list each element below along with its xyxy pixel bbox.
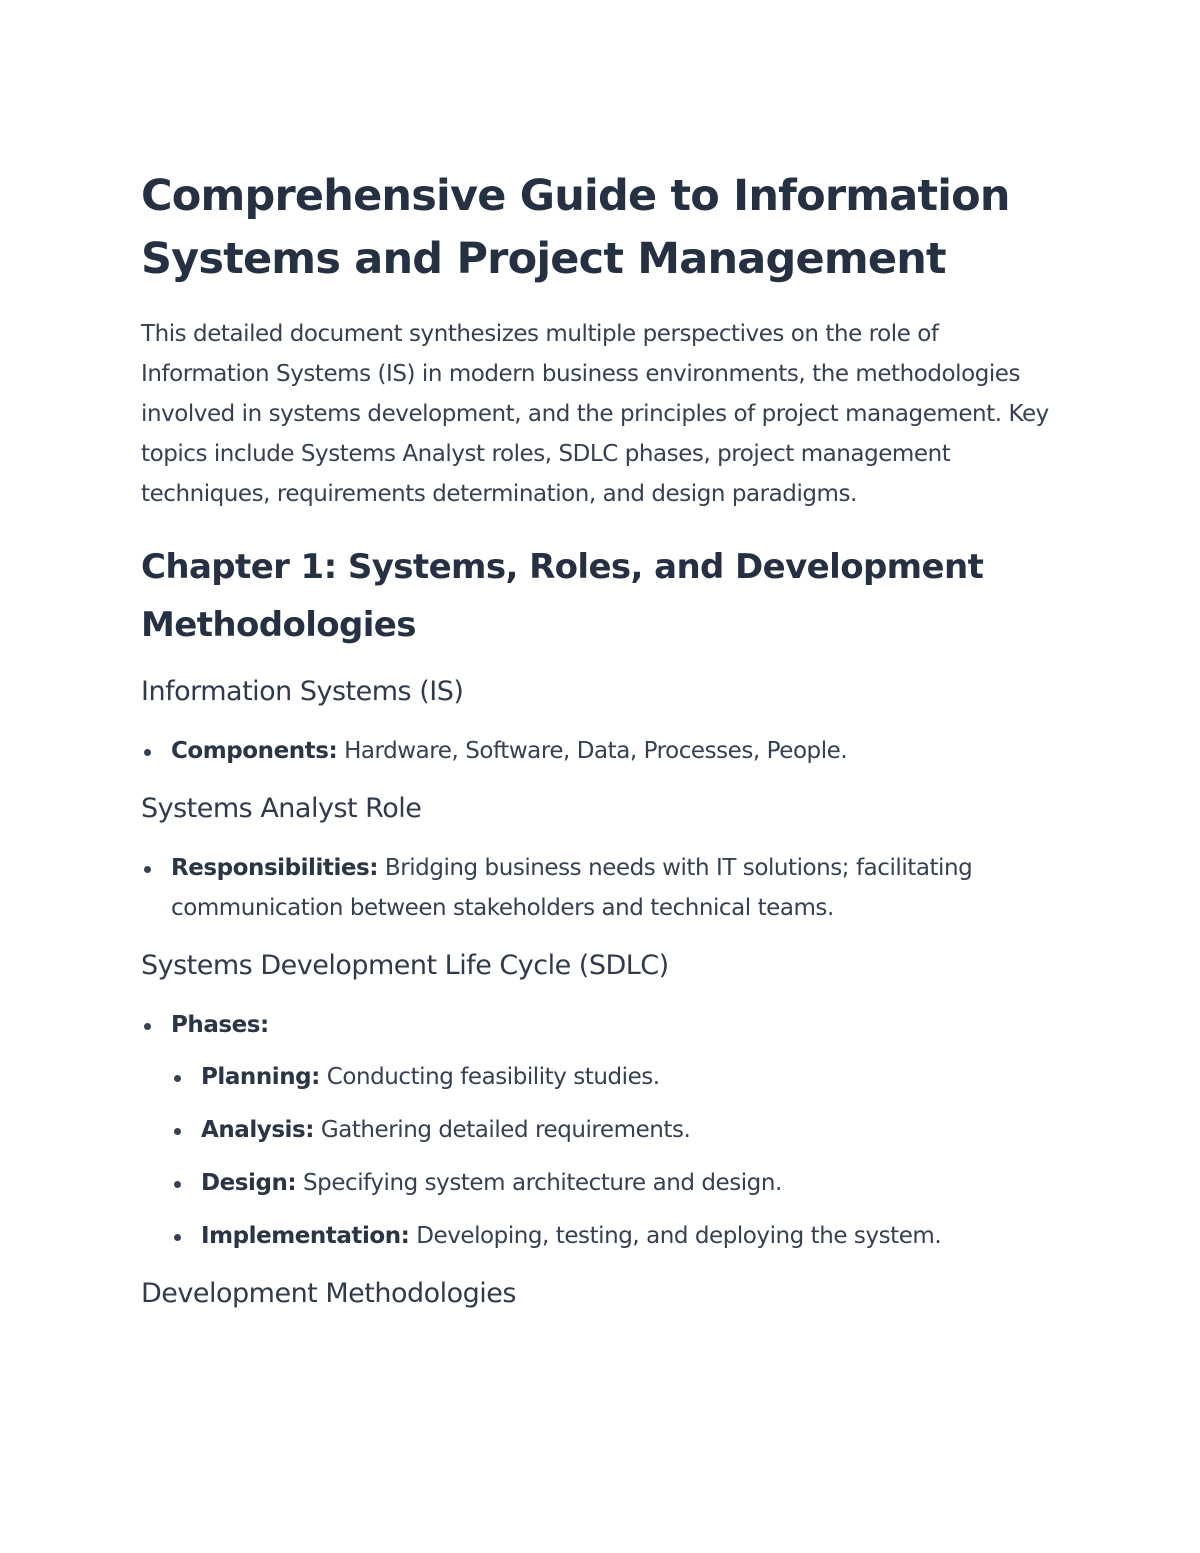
systems-analyst-list	[141, 848, 1071, 928]
list-item-implementation	[171, 1216, 1071, 1256]
list-item	[141, 848, 1071, 928]
section-heading-systems-analyst-role: Systems Analyst Role	[141, 793, 422, 824]
intro-paragraph: This detailed document synthesizes multiple perspectives on the role of Information Systems (IS) in modern business environments, the methodologies involved in systems development, and the principles of project management. Key topics include Systems Analyst roles, SDLC phases, project management techniques, requirements determination, and design paradigms.	[141, 321, 1049, 507]
section-heading-information-systems: Information Systems (IS)	[141, 676, 464, 707]
list-item-term: Phases:	[171, 1012, 269, 1038]
sdlc-phases-list	[141, 1057, 1071, 1256]
document-title: Comprehensive Guide to Information Systems and Project Management	[141, 171, 1010, 284]
list-item-text: Specifying system architecture and design.	[296, 1170, 782, 1196]
list-item	[141, 731, 1071, 771]
document-page	[141, 165, 1071, 1314]
list-item-text: Hardware, Software, Data, Processes, People.	[337, 738, 848, 764]
list-item-term: Planning:	[201, 1064, 320, 1090]
bullet-icon	[144, 749, 151, 756]
list-item-text: Conducting feasibility studies.	[319, 1064, 660, 1090]
list-item-term: Design:	[201, 1170, 297, 1196]
list-item-design	[171, 1163, 1071, 1203]
section-heading-sdlc: Systems Development Life Cycle (SDLC)	[141, 950, 669, 981]
list-item-text: Gathering detailed requirements.	[313, 1117, 691, 1143]
list-item-text: Bridging business needs with IT solutions; facilitating communication between stakeholders and technical teams.	[171, 855, 973, 921]
chapter-1-heading: Chapter 1: Systems, Roles, and Development Methodologies	[141, 547, 984, 645]
list-item-analysis	[171, 1110, 1071, 1150]
list-item-term: Implementation:	[201, 1223, 410, 1249]
bullet-icon	[174, 1128, 181, 1135]
sdlc-list	[141, 1005, 1071, 1256]
list-item-term: Components:	[171, 738, 338, 764]
bullet-icon	[144, 866, 151, 873]
bullet-icon	[174, 1075, 181, 1082]
bullet-icon	[174, 1234, 181, 1241]
list-item-planning	[171, 1057, 1071, 1097]
information-systems-list	[141, 731, 1071, 771]
list-item-term: Analysis:	[201, 1117, 314, 1143]
bullet-icon	[144, 1023, 151, 1030]
list-item-text: Developing, testing, and deploying the system.	[409, 1223, 942, 1249]
section-heading-development-methodologies: Development Methodologies	[141, 1278, 516, 1309]
list-item-term: Responsibilities:	[171, 855, 379, 881]
bullet-icon	[174, 1181, 181, 1188]
list-item	[141, 1005, 1071, 1256]
